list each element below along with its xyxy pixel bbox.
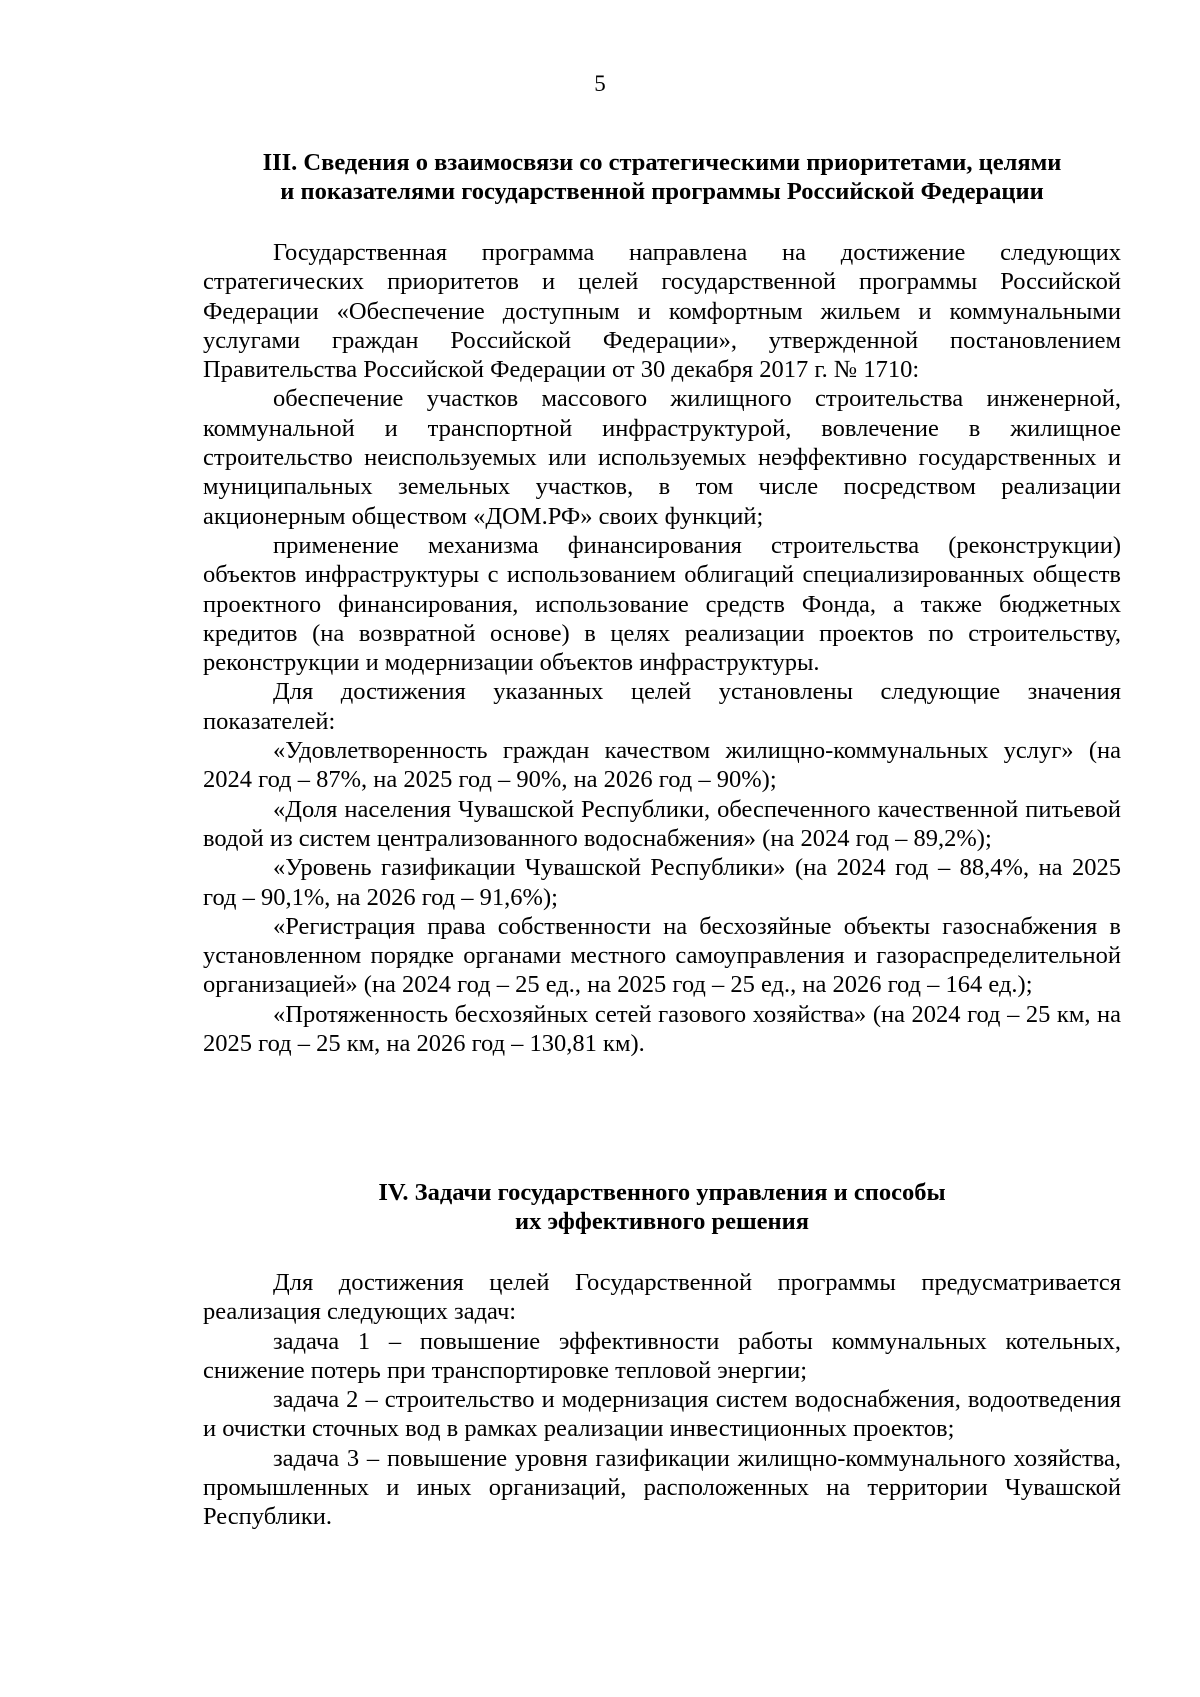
paragraph: Для достижения целей Государственной программы предусматривается реализация следующих задач: xyxy=(203,1269,1121,1326)
paragraph: применение механизма финансирования строительства (реконструкции) объектов инфраструктуры с использованием облигаций специализированных обществ проектного финансирования, использование средств Фонда, а также бюджетных кредитов (на возвратной основе) в целях реализации проектов по строительству, реконструкции и модернизации объектов инфраструктуры. xyxy=(203,531,1121,677)
paragraph: «Доля населения Чувашской Республики, обеспеченного качественной питьевой водой из систем централизованного водоснабжения» (на 2024 год – 89,2%); xyxy=(203,795,1121,852)
paragraph: «Регистрация права собственности на бесхозяйные объекты газоснабжения в установленном порядке органами местного самоуправления и газораспределительной организацией» (на 2024 год – 25 ед., на 2025 год – 25 ед., на 2026 год – 164 ед.); xyxy=(203,912,1121,999)
section-3-heading-line-1: III. Сведения о взаимосвязи со стратегическими приоритетами, целями xyxy=(262,149,1062,176)
paragraph: обеспечение участков массового жилищного строительства инженерной, коммунальной и транспортной инфраструктурой, вовлечение в жилищное строительство неиспользуемых или используемых неэффективно государственных и муниципальных земельных участков, в том числе посредством реализации акционерным обществом «ДОМ.РФ» своих функций; xyxy=(203,385,1121,530)
section-4-body xyxy=(203,1268,1121,1532)
paragraph: Для достижения указанных целей установлены следующие значения показателей: xyxy=(203,678,1121,735)
section-3-heading xyxy=(203,148,1121,207)
paragraph: «Уровень газификации Чувашской Республики» (на 2024 год – 88,4%, на 2025 год – 90,1%, на 2026 год – 91,6%); xyxy=(203,854,1121,911)
section-3-body xyxy=(203,238,1121,1058)
paragraph: «Протяженность бесхозяйных сетей газового хозяйства» (на 2024 год – 25 км, на 2025 год – 25 км, на 2026 год – 130,81 км). xyxy=(203,1000,1121,1058)
page-number: 5 xyxy=(594,71,606,96)
paragraph: Государственная программа направлена на достижение следующих стратегических приоритетов и целей государственной программы Российской Федерации «Обеспечение доступным и комфортным жильем и коммунальными услугами граждан Российской Федерации», утвержденной постановлением Правительства Российской Федерации от 30 декабря 2017 г. № 1710: xyxy=(203,239,1121,384)
section-4-heading-line-2: их эффективного решения xyxy=(514,1208,809,1236)
paragraph: «Удовлетворенность граждан качеством жилищно-коммунальных услуг» (на 2024 год – 87%, на 2025 год – 90%, на 2026 год – 90%); xyxy=(203,737,1121,794)
section-4-heading xyxy=(203,1178,1121,1237)
section-4-heading-line-1: IV. Задачи государственного управления и способы xyxy=(378,1179,946,1206)
paragraph: задача 3 – повышение уровня газификации жилищно-коммунального хозяйства, промышленных и иных организаций, расположенных на территории Чувашской Республики. xyxy=(203,1444,1121,1531)
paragraph: задача 2 – строительство и модернизация систем водоснабжения, водоотведения и очистки сточных вод в рамках реализации инвестиционных проектов; xyxy=(203,1386,1121,1443)
paragraph: задача 1 – повышение эффективности работы коммунальных котельных, снижение потерь при транспортировке тепловой энергии; xyxy=(203,1327,1121,1384)
section-3-heading-line-2: и показателями государственной программы Российской Федерации xyxy=(280,178,1044,206)
